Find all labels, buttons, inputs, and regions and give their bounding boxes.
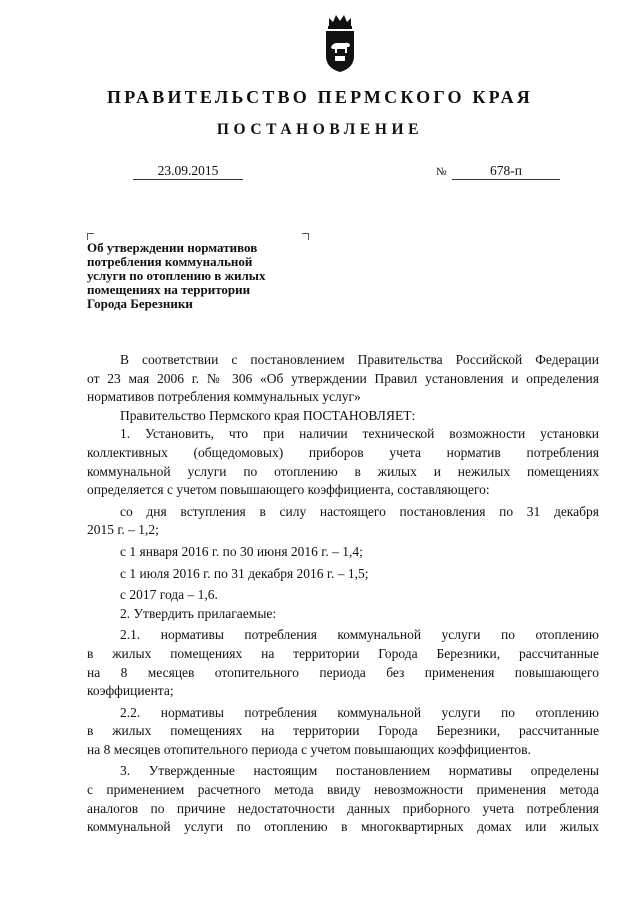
text-line: в жилых помещениях на территории Города Березники, рассчитанные [87,723,599,739]
decree-paragraph [87,407,599,426]
subject-line: Города Березники [87,296,193,311]
clause-1 [87,425,599,499]
clause-2-1 [87,626,599,700]
text-line: 2.1. нормативы потребления коммунальной услуги по отоплению [120,627,599,643]
subject-corner-right [302,233,309,240]
text-line: 2015 г. – 1,2; [87,522,159,538]
document-body [87,351,599,837]
clause-2 [87,605,599,624]
document-date: 23.09.2015 [133,163,243,180]
clause-2-2 [87,704,599,760]
subject-line: услуги по отоплению в жилых [87,268,266,283]
text-line: коллективных (общедомовых) приборов учета норматив потребления [87,444,599,460]
text-line: с применением расчетного метода ввиду невозможности применения метода [87,782,599,798]
text-line: 2. Утвердить прилагаемые: [120,605,277,621]
coefficient-4 [87,586,599,605]
text-line: В соответствии с постановлением Правительства Российской Федерации [120,352,599,367]
subject-line: Об утверждении нормативов [87,240,258,255]
text-line: с 1 января 2016 г. по 30 июня 2016 г. – 1,4; [120,543,363,559]
text-line: определяется с учетом повышающего коэффициента, составляющего: [87,482,490,498]
text-line: с 1 июля 2016 г. по 31 декабря 2016 г. – 1,5; [120,565,369,581]
text-line: коммунальной услуги по отоплению в жилых и нежилых помещениях [87,463,599,479]
text-line: нормативов потребления коммунальных услуг» [87,389,361,405]
preamble-paragraph [87,351,599,407]
coat-of-arms-icon [322,12,358,74]
text-line: коэффициента; [87,683,174,699]
text-line: коммунальной услуги по отоплению в многоквартирных домах или жилых [87,819,599,835]
coefficient-1 [87,503,599,540]
text-line: Правительство Пермского края ПОСТАНОВЛЯЕТ: [120,407,416,423]
subject-line: потребления коммунальной [87,254,253,269]
text-line: аналогов по причине недостаточности данных приборного учета потребления [87,800,599,816]
coefficient-3 [87,565,599,584]
text-line: на 8 месяцев отопительного периода без применения повышающего [87,664,599,680]
clause-3 [87,762,599,836]
text-line: 3. Утвержденные настоящим постановлением нормативы определены [120,763,599,779]
text-line: 1. Установить, что при наличии технической возможности установки [120,426,599,442]
text-line: на 8 месяцев отопительного периода с учетом повышающих коэффициентов. [87,741,531,757]
subject-corner-left [87,233,94,240]
government-title: ПРАВИТЕЛЬСТВО ПЕРМСКОГО КРАЯ [107,87,533,107]
document-type: ПОСТАНОВЛЕНИЕ [216,121,424,138]
text-line: с 2017 года – 1,6. [120,587,218,603]
number-sign: № [436,166,447,178]
document-number: 678-п [452,163,560,180]
document-subject [87,241,307,311]
subject-line: помещениях на территории [87,282,251,297]
text-line: со дня вступления в силу настоящего постановления по 31 декабря [120,503,599,519]
coefficient-2 [87,543,599,562]
text-line: 2.2. нормативы потребления коммунальной услуги по отоплению [120,704,599,720]
text-line: в жилых помещениях на территории Города Березники, рассчитанные [87,645,599,661]
text-line: от 23 мая 2006 г. № 306 «Об утверждении Правил установления и определения [87,370,599,386]
